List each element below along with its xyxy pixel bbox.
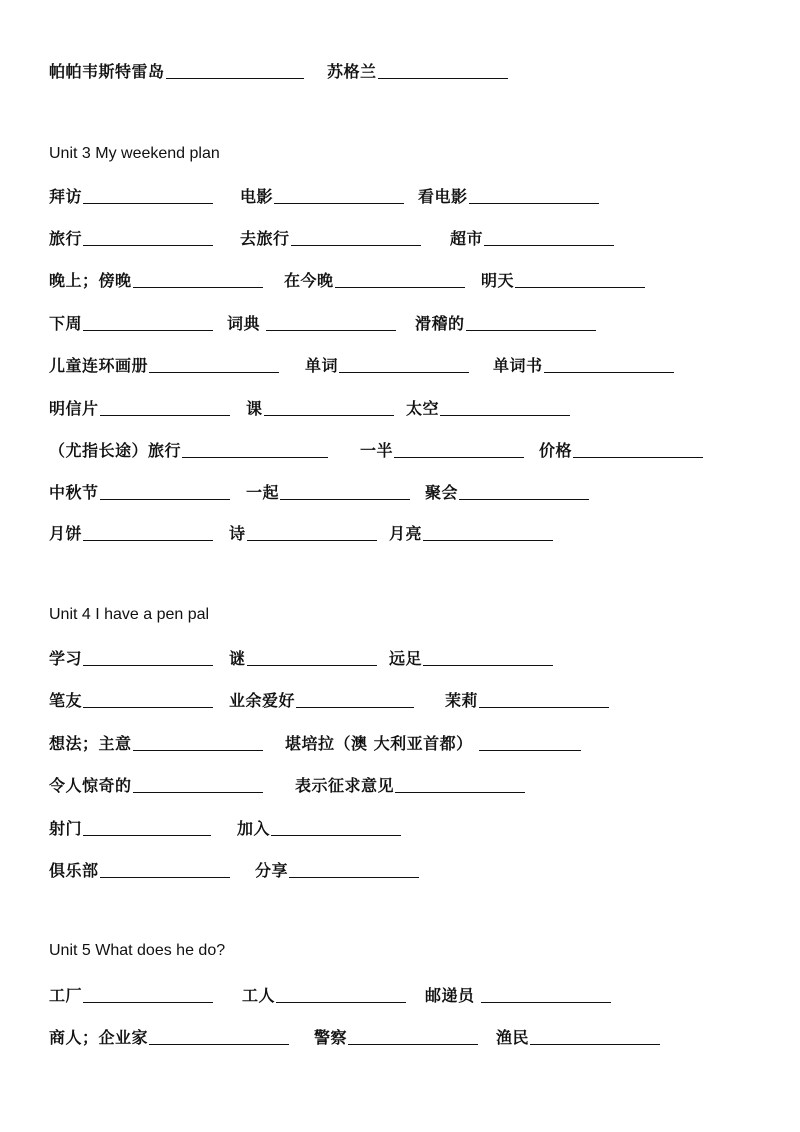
answer-blank[interactable]	[479, 706, 609, 708]
vocab-item	[539, 437, 703, 461]
vocab-label: 射门	[49, 819, 83, 838]
answer-blank[interactable]	[274, 202, 404, 204]
answer-blank[interactable]	[296, 706, 414, 708]
vocab-item	[49, 267, 263, 291]
vocab-label: 诗	[229, 524, 246, 543]
answer-blank[interactable]	[530, 1043, 660, 1045]
answer-blank[interactable]	[83, 834, 211, 836]
vocab-label: 拜访	[49, 187, 83, 206]
answer-blank[interactable]	[264, 414, 394, 416]
vocab-label: 警察	[314, 1028, 348, 1047]
vocab-label: 邮递员	[425, 986, 475, 1005]
vocab-item	[237, 815, 401, 839]
vocab-label: 聚会	[425, 483, 459, 502]
vocab-label: 加入	[237, 819, 271, 838]
answer-blank[interactable]	[83, 244, 213, 246]
answer-blank[interactable]	[133, 791, 263, 793]
answer-blank[interactable]	[466, 329, 596, 331]
vocab-item	[49, 520, 213, 544]
vocab-label: 儿童连环画册	[49, 356, 149, 375]
answer-blank[interactable]	[133, 286, 263, 288]
vocab-label: 下周	[49, 314, 83, 333]
answer-blank[interactable]	[83, 706, 213, 708]
vocab-item	[49, 815, 211, 839]
vocab-label: 词典	[227, 314, 261, 333]
vocab-item	[295, 772, 525, 796]
vocab-item	[496, 1024, 660, 1048]
vocab-item	[425, 479, 589, 503]
answer-blank[interactable]	[100, 414, 230, 416]
answer-blank[interactable]	[100, 876, 230, 878]
vocab-label: 表示征求意见	[295, 776, 395, 795]
vocab-label: 商人；企业家	[49, 1028, 149, 1047]
vocab-item	[49, 183, 213, 207]
vocab-label: 远足	[389, 649, 423, 668]
vocab-item	[49, 1024, 289, 1048]
answer-blank[interactable]	[266, 329, 396, 331]
vocab-label: 滑稽的	[415, 314, 465, 333]
answer-blank[interactable]	[423, 664, 553, 666]
vocab-label: 苏格兰	[327, 62, 377, 81]
answer-blank[interactable]	[83, 539, 213, 541]
answer-blank[interactable]	[440, 414, 570, 416]
answer-blank[interactable]	[339, 371, 469, 373]
vocab-item	[229, 687, 414, 711]
vocab-item	[493, 352, 674, 376]
vocab-label: 看电影	[418, 187, 468, 206]
vocab-label: 帕帕韦斯特雷岛	[49, 62, 165, 81]
vocab-label: 在今晚	[284, 271, 334, 290]
vocab-item	[240, 225, 421, 249]
answer-blank[interactable]	[395, 791, 525, 793]
vocab-item	[227, 310, 396, 334]
answer-blank[interactable]	[166, 77, 304, 79]
vocab-item	[49, 687, 213, 711]
vocab-label: 电影	[240, 187, 274, 206]
vocab-item	[246, 479, 410, 503]
vocab-item	[360, 437, 524, 461]
answer-blank[interactable]	[335, 286, 465, 288]
answer-blank[interactable]	[348, 1043, 478, 1045]
vocab-item	[49, 730, 263, 754]
answer-blank[interactable]	[83, 202, 213, 204]
answer-blank[interactable]	[378, 77, 508, 79]
unit-4-heading: Unit 4 I have a pen pal	[49, 606, 210, 623]
vocab-label: 太空	[406, 399, 440, 418]
vocab-item	[285, 730, 581, 754]
vocab-item	[305, 352, 469, 376]
vocab-label: 价格	[539, 441, 573, 460]
answer-blank[interactable]	[479, 749, 581, 751]
vocab-label: 一起	[246, 483, 280, 502]
vocab-item	[445, 687, 609, 711]
vocab-item	[49, 772, 263, 796]
vocab-label: 明信片	[49, 399, 99, 418]
vocab-item	[229, 645, 377, 669]
vocab-label: 学习	[49, 649, 83, 668]
vocab-label: 晚上；傍晚	[49, 271, 132, 290]
vocab-item	[255, 857, 419, 881]
vocab-label: 中秋节	[49, 483, 99, 502]
vocab-item	[49, 437, 328, 461]
answer-blank[interactable]	[182, 456, 328, 458]
vocab-label: 渔民	[496, 1028, 530, 1047]
vocab-item	[284, 267, 465, 291]
vocab-item	[229, 520, 377, 544]
vocab-label: 超市	[450, 229, 484, 248]
vocab-label: 分享	[255, 861, 289, 880]
vocab-label: 明天	[481, 271, 515, 290]
answer-blank[interactable]	[289, 876, 419, 878]
vocab-item	[481, 267, 645, 291]
answer-blank[interactable]	[149, 1043, 289, 1045]
vocab-item	[49, 352, 279, 376]
vocab-item	[49, 645, 213, 669]
vocab-item	[418, 183, 599, 207]
vocab-label: 单词	[305, 356, 339, 375]
answer-blank[interactable]	[276, 1001, 406, 1003]
vocab-label: 想法；主意	[49, 734, 132, 753]
answer-blank[interactable]	[271, 834, 401, 836]
vocab-label: 工人	[242, 986, 276, 1005]
vocab-item	[49, 395, 230, 419]
answer-blank[interactable]	[247, 539, 377, 541]
answer-blank[interactable]	[133, 749, 263, 751]
vocab-label: 业余爱好	[229, 691, 296, 710]
answer-blank[interactable]	[459, 498, 589, 500]
vocab-item	[406, 395, 570, 419]
answer-blank[interactable]	[469, 202, 599, 204]
vocab-label: （尤指长途）旅行	[49, 441, 182, 460]
vocab-label: 旅行	[49, 229, 83, 248]
answer-blank[interactable]	[83, 329, 213, 331]
answer-blank[interactable]	[481, 1001, 611, 1003]
vocab-item	[49, 58, 304, 82]
vocab-item	[450, 225, 614, 249]
unit-3-heading: Unit 3 My weekend plan	[49, 145, 220, 162]
answer-blank[interactable]	[515, 286, 645, 288]
vocab-label: 茉莉	[445, 691, 479, 710]
answer-blank[interactable]	[291, 244, 421, 246]
vocab-item	[389, 520, 553, 544]
vocab-item	[389, 645, 553, 669]
vocab-item	[49, 982, 213, 1006]
vocab-item	[314, 1024, 478, 1048]
vocab-label: 去旅行	[240, 229, 290, 248]
vocab-label: 堪培拉（澳 大利亚首都）	[285, 734, 473, 753]
answer-blank[interactable]	[100, 498, 230, 500]
answer-blank[interactable]	[484, 244, 614, 246]
vocab-label: 一半	[360, 441, 394, 460]
vocab-item	[49, 310, 213, 334]
answer-blank[interactable]	[573, 456, 703, 458]
vocab-item	[246, 395, 394, 419]
vocab-label: 月亮	[389, 524, 423, 543]
answer-blank[interactable]	[394, 456, 524, 458]
vocab-label: 课	[246, 399, 263, 418]
vocab-item	[49, 479, 230, 503]
answer-blank[interactable]	[544, 371, 674, 373]
vocab-label: 工厂	[49, 986, 83, 1005]
vocab-label: 单词书	[493, 356, 543, 375]
vocab-label: 俱乐部	[49, 861, 99, 880]
vocab-item	[242, 982, 406, 1006]
vocab-label: 谜	[229, 649, 246, 668]
answer-blank[interactable]	[280, 498, 410, 500]
vocab-item	[425, 982, 611, 1006]
answer-blank[interactable]	[423, 539, 553, 541]
vocab-item	[49, 857, 230, 881]
vocab-label: 令人惊奇的	[49, 776, 132, 795]
answer-blank[interactable]	[83, 1001, 213, 1003]
vocab-item	[327, 58, 508, 82]
vocab-item	[415, 310, 596, 334]
vocab-item	[240, 183, 404, 207]
answer-blank[interactable]	[83, 664, 213, 666]
vocab-label: 笔友	[49, 691, 83, 710]
vocab-label: 月饼	[49, 524, 83, 543]
unit-5-heading: Unit 5 What does he do?	[49, 942, 226, 959]
vocab-item	[49, 225, 213, 249]
answer-blank[interactable]	[247, 664, 377, 666]
answer-blank[interactable]	[149, 371, 279, 373]
